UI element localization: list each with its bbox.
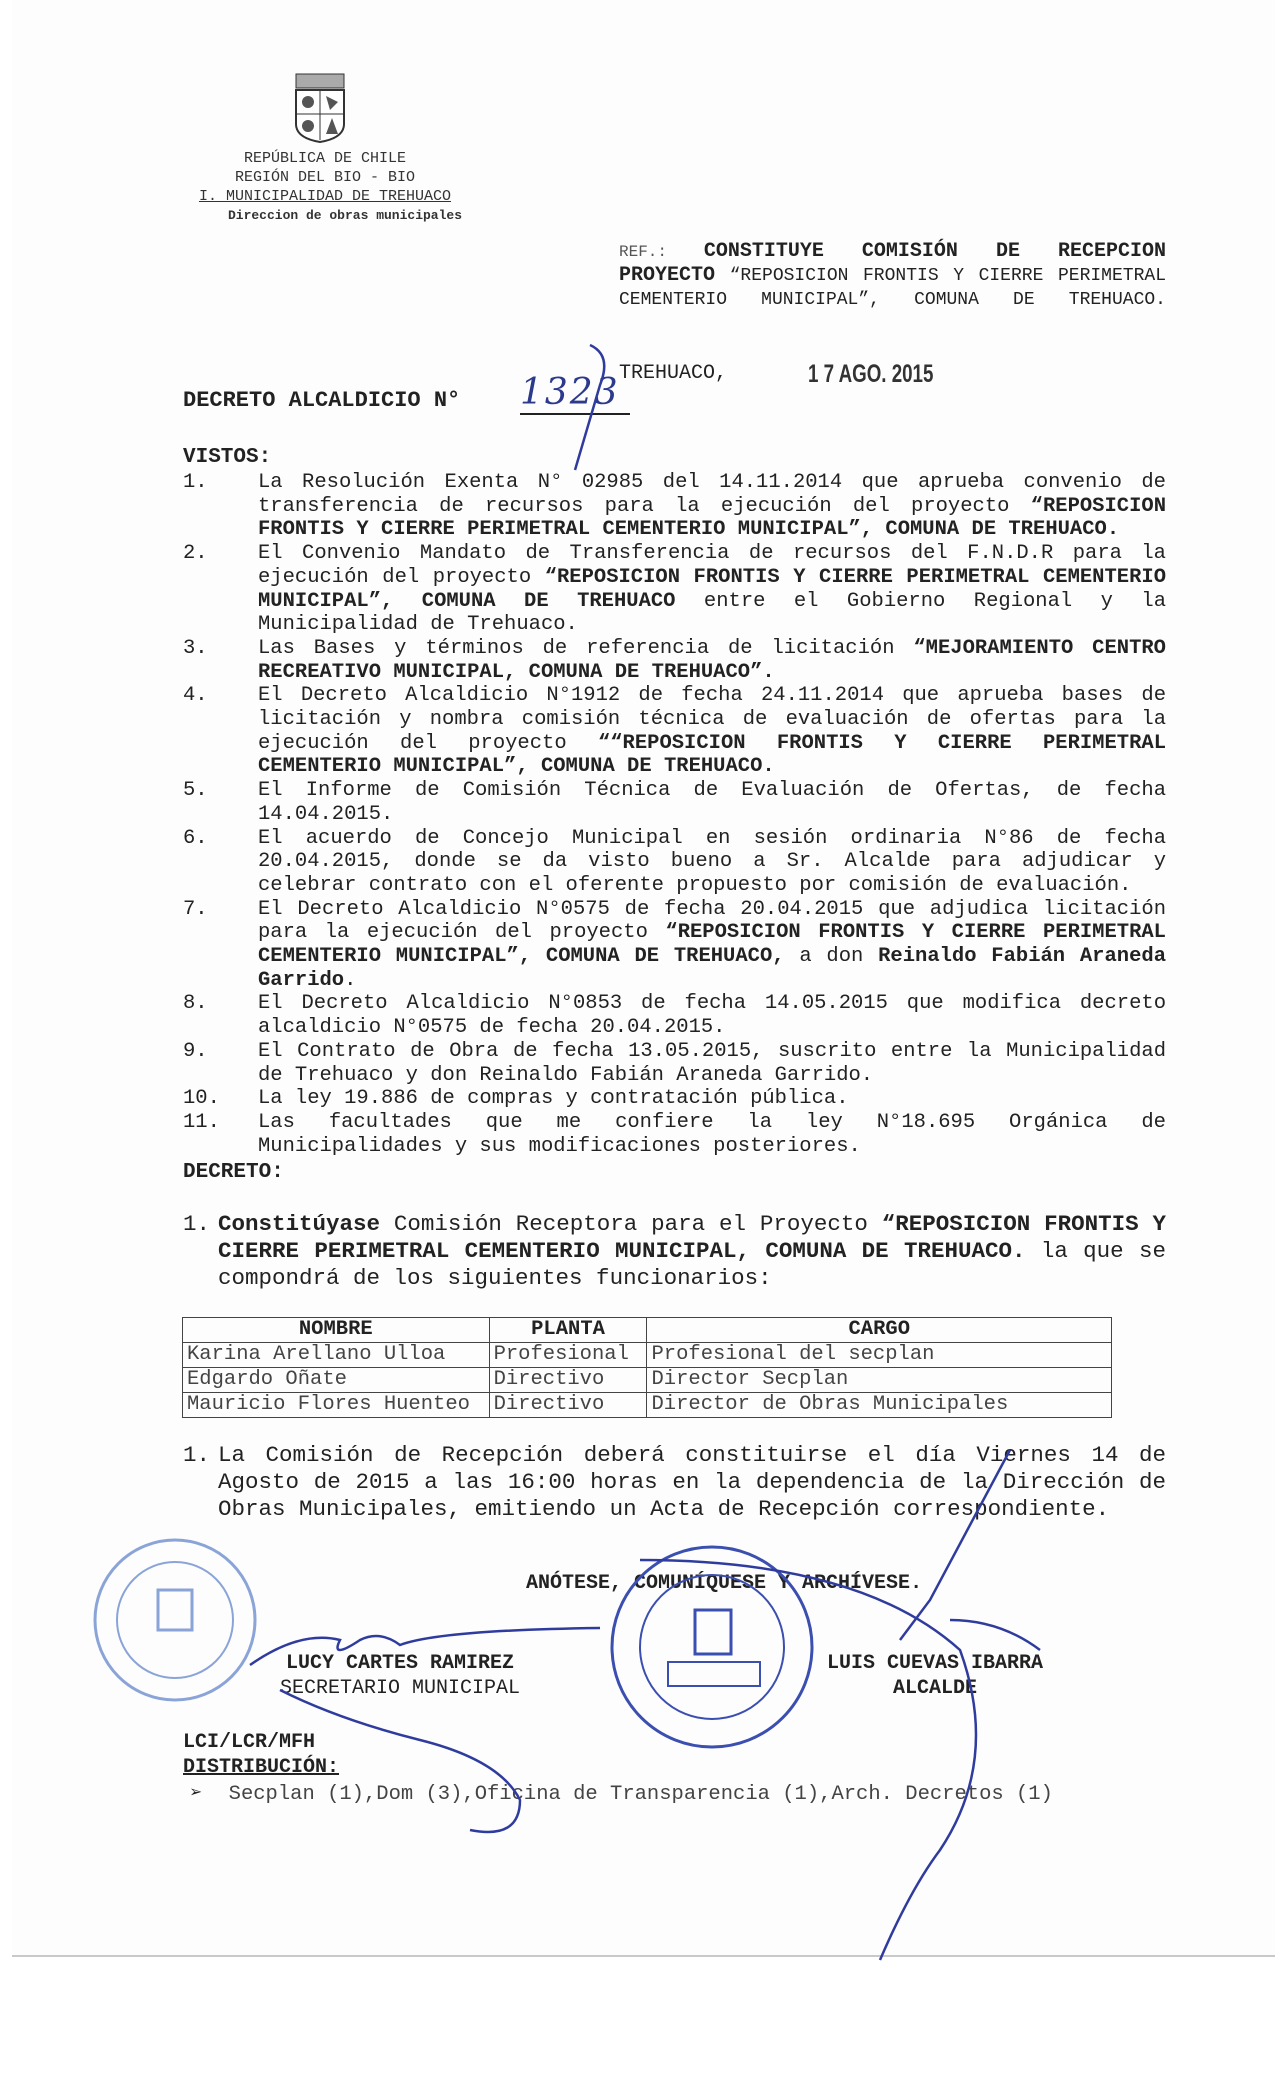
text-segment: Las facultades que me confiere la ley N°18.695 Orgánica de Municipalidades y sus modificaciones posteriores. (258, 1110, 1166, 1158)
text-segment: El Contrato de Obra de fecha 13.05.2015, suscrito entre la Municipalidad de Trehuaco y don Reinaldo Fabián Araneda Garrido. (258, 1039, 1166, 1087)
list-item (183, 827, 1166, 898)
table-row (183, 1393, 1112, 1418)
distribucion-text: Secplan (1),Dom (3),Oficina de Transparencia (1),Arch. Decretos (1) (228, 1783, 1053, 1806)
text-segment: El Decreto Alcaldicio N°0575 de fecha 20.04.2015 que adjudica licitación para la ejecución del proyecto (258, 897, 1166, 945)
commission-table (182, 1317, 1112, 1418)
signature-mayor (800, 1651, 1070, 1701)
text-segment: entre el Gobierno Regional y la Municipalidad de Trehuaco. (258, 589, 1166, 637)
secretary-name: LUCY CARTES RAMIREZ (285, 1652, 515, 1675)
list-item (183, 898, 1166, 993)
ref-project: “REPOSICION FRONTIS Y CIERRE PERIMETRAL CEMENTERIO MUNICIPAL”, COMUNA DE TREHUACO. (619, 266, 1166, 310)
ref-title: CONSTITUYE COMISIÓN DE RECEPCION PROYECTO (619, 240, 1167, 287)
arrow-bullet-icon: ➢ (190, 1783, 203, 1806)
item-number: 1. (183, 1211, 211, 1237)
item-text (258, 637, 1166, 684)
place: TREHUACO, (619, 362, 728, 385)
letterhead-country: REPÚBLICA DE CHILE (243, 150, 407, 167)
distribucion-title: DISTRIBUCIÓN: (183, 1756, 340, 1779)
signature-secretary (250, 1651, 550, 1701)
vistos-title: VISTOS: (183, 446, 272, 469)
ref-label: REF.: (619, 243, 668, 261)
bold-text: “REPOSICION FRONTIS Y CIERRE PERIMETRAL CEMENTERIO MUNICIPAL”, COMUNA DE TREHUACO, (258, 921, 1166, 969)
item-number: 11. (183, 1110, 220, 1134)
secretary-role: SECRETARIO MUNICIPAL (279, 1677, 521, 1700)
item-text (258, 992, 1166, 1039)
bold-text: “REPOSICION FRONTIS Y CIERRE PERIMETRAL CEMENTERIO MUNICIPAL”, COMUNA DE TREHUACO. (258, 494, 1166, 542)
item-number: 1. (183, 471, 208, 494)
list-item (183, 992, 1166, 1039)
letterhead-department: Direccion de obras municipales (227, 208, 463, 223)
list-item (183, 684, 1166, 779)
text-segment: a don (784, 945, 879, 969)
item-number: 3. (183, 636, 208, 660)
text-segment: El acuerdo de Concejo Municipal en sesión ordinaria N°86 de fecha 20.04.2015, donde se da visto bueno a Sr. Alcalde para adjudicar y celebrar contrato con el oferente propuesto por comisión de evaluación. (258, 826, 1166, 897)
letterhead-region: REGIÓN DEL BIO - BIO (234, 169, 416, 186)
item-number: 6. (183, 826, 208, 850)
list-item (183, 1087, 1166, 1111)
text-segment: El Convenio Mandato de Transferencia de recursos del F.N.D.R para la ejecución del proyecto (258, 542, 1166, 589)
list-item (183, 542, 1166, 637)
item-number: 5. (183, 779, 208, 803)
col-cargo: CARGO (647, 1318, 1112, 1343)
list-item (183, 1111, 1166, 1158)
text-segment: La Resolución Exenta N° 02985 del 14.11.2014 que aprueba convenio de transferencia de recursos para la ejecución del proyecto (258, 471, 1166, 518)
item-text (258, 471, 1166, 542)
item-number: 1. (183, 1442, 211, 1468)
text-segment: Comisión Receptora para el Proyecto (380, 1211, 882, 1237)
decree-label: DECRETO ALCALDICIO N° (183, 388, 461, 413)
item-text (258, 898, 1166, 993)
text-segment: La ley 19.886 de compras y contratación pública. (258, 1087, 849, 1111)
reference-block (619, 240, 1166, 312)
item-text (218, 1442, 1166, 1522)
item-number: 8. (183, 992, 208, 1016)
cell-cargo: Director de Obras Municipales (647, 1393, 1112, 1418)
cell-cargo: Director Secplan (647, 1368, 1112, 1393)
letterhead-municipality: I. MUNICIPALIDAD DE TREHUACO (198, 188, 452, 205)
text-segment: Las Bases y términos de referencia de licitación (258, 636, 914, 660)
letterhead (180, 149, 470, 225)
list-item (183, 1040, 1166, 1087)
item-text (258, 779, 1166, 826)
bold-text: Reinaldo Fabián Araneda Garrido (258, 945, 1166, 992)
table-row (183, 1343, 1112, 1368)
date-stamp: 1 7 AGO. 2015 (808, 360, 934, 388)
bold-text: “REPOSICION FRONTIS Y CIERRE PERIMETRAL CEMENTERIO MUNICIPAL, COMUNA DE TREHUACO. (218, 1211, 1166, 1264)
text-segment: la que se compondrá de los siguientes funcionarios: (218, 1237, 1166, 1291)
list-item (183, 1442, 1166, 1522)
bold-text: ““REPOSICION FRONTIS Y CIERRE PERIMETRAL CEMENTERIO MUNICIPAL”, COMUNA DE TREHUACO. (258, 731, 1166, 779)
bold-text: “MEJORAMIENTO CENTRO RECREATIVO MUNICIPAL, COMUNA DE TREHUACO”. (258, 636, 1166, 684)
list-item (183, 779, 1166, 826)
list-item (183, 1211, 1166, 1291)
closing-formula: ANÓTESE, COMUNÍQUESE Y ARCHÍVESE. (526, 1572, 923, 1595)
cell-nombre: Mauricio Flores Huenteo (183, 1393, 490, 1418)
item-text (258, 542, 1166, 637)
col-nombre: NOMBRE (183, 1318, 490, 1343)
item-text (218, 1211, 1166, 1291)
bold-text: Constitúyase (218, 1211, 381, 1237)
item-text (258, 1040, 1166, 1087)
list-item (183, 471, 1166, 542)
decreto-list (183, 1211, 1166, 1291)
coat-of-arms-logo (288, 72, 352, 144)
col-planta: PLANTA (489, 1318, 647, 1343)
cell-planta: Directivo (489, 1393, 647, 1418)
item-text (258, 1087, 1166, 1111)
item-number: 10. (183, 1087, 220, 1111)
decree-number: 1323 (520, 372, 630, 415)
bold-text: “REPOSICION FRONTIS Y CIERRE PERIMETRAL CEMENTERIO MUNICIPAL”, COMUNA DE TREHUACO (258, 565, 1166, 613)
text-segment: . (344, 968, 357, 992)
decreto-title: DECRETO: (183, 1161, 284, 1184)
cell-cargo: Profesional del secplan (647, 1343, 1112, 1368)
text-segment: La Comisión de Recepción deberá constituirse el día Viernes 14 de Agosto de 2015 a las 16:00 horas en la dependencia de la Dirección de Obras Municipales, emitiendo un Acta de Recepción correspondiente. (218, 1442, 1166, 1522)
mayor-role: ALCALDE (892, 1677, 977, 1700)
vistos-list (183, 471, 1166, 1158)
cell-nombre: Edgardo Oñate (183, 1368, 490, 1393)
item-text (258, 1111, 1166, 1158)
table-row (183, 1368, 1112, 1393)
item-number: 7. (183, 897, 208, 921)
initials: LCI/LCR/MFH (183, 1731, 316, 1754)
mayor-name: LUIS CUEVAS IBARRA (826, 1652, 1044, 1675)
item-number: 2. (183, 542, 208, 566)
cell-planta: Profesional (489, 1343, 647, 1368)
list-item (183, 637, 1166, 684)
text-segment: El Decreto Alcaldicio N°0853 de fecha 14.05.2015 que modifica decreto alcaldicio N°0575 de fecha 20.04.2015. (258, 992, 1166, 1040)
item-number: 4. (183, 684, 208, 708)
cell-planta: Directivo (489, 1368, 647, 1393)
item-number: 9. (183, 1039, 208, 1063)
item-text (258, 684, 1166, 779)
cell-nombre: Karina Arellano Ulloa (183, 1343, 490, 1368)
text-segment: El Informe de Comisión Técnica de Evaluación de Ofertas, de fecha 14.04.2015. (258, 779, 1166, 826)
distribucion-item (190, 1780, 1053, 1806)
decreto-list-2 (183, 1442, 1166, 1522)
item-text (258, 827, 1166, 898)
text-segment: El Decreto Alcaldicio N°1912 de fecha 24.11.2014 que aprueba bases de licitación y nombra comisión técnica de evaluación de ofertas para la ejecución del proyecto (258, 684, 1166, 755)
